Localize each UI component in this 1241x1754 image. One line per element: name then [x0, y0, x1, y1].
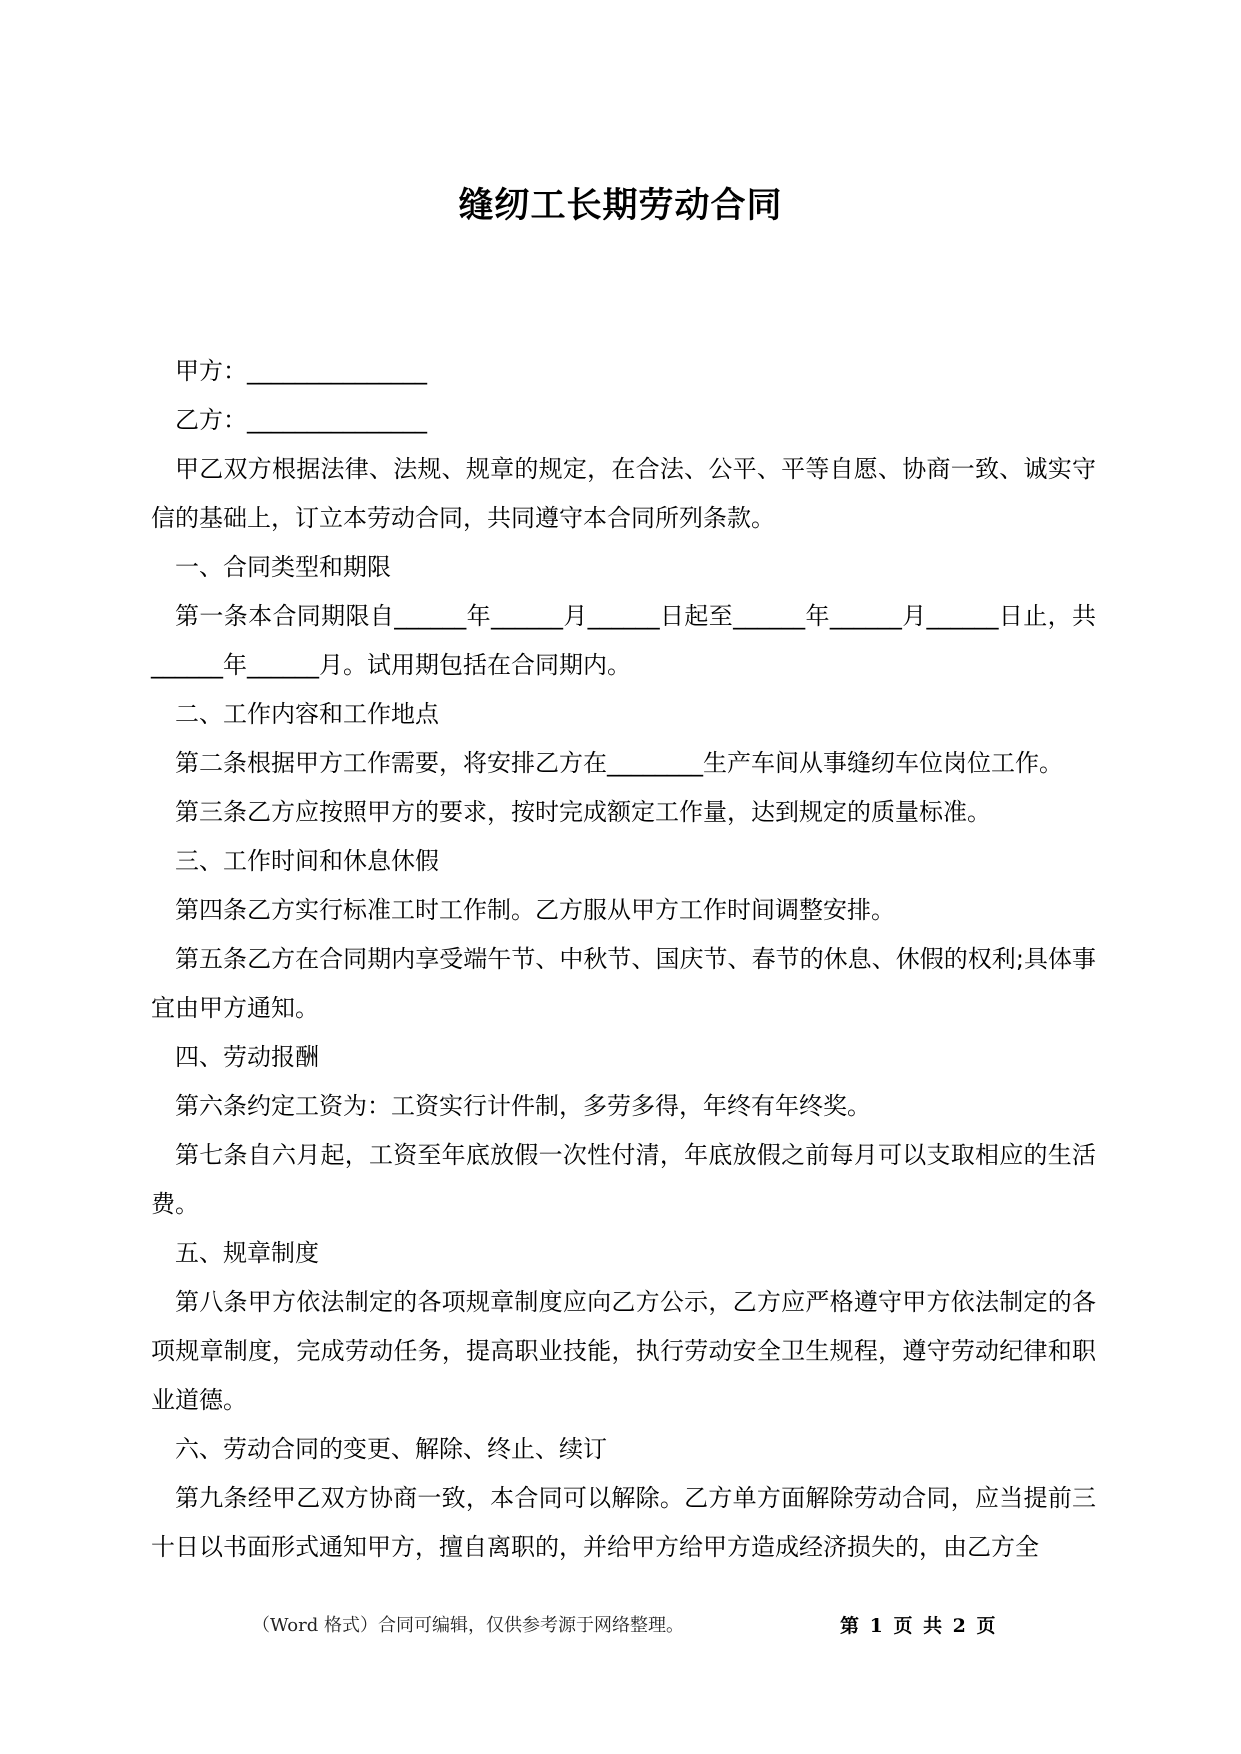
section-heading-2: 二、工作内容和工作地点	[175, 700, 439, 728]
article-7: 第七条自六月起，工资至年底放假一次性付清，年底放假之前每月可以支取相应的生活费。	[151, 1141, 1096, 1218]
party-a-line: 甲方：_______________	[175, 357, 427, 385]
party-b-line: 乙方：_______________	[175, 406, 427, 434]
section-heading-4: 四、劳动报酬	[175, 1043, 319, 1071]
article-1: 第一条本合同期限自______年______月______日起至______年______月______日止，共______年______月。试用期包括在合同期内。	[151, 602, 1096, 679]
article-4: 第四条乙方实行标准工时工作制。乙方服从甲方工作时间调整安排。	[175, 896, 895, 924]
section-heading-1: 一、合同类型和期限	[175, 553, 391, 581]
article-5: 第五条乙方在合同期内享受端午节、中秋节、国庆节、春节的休息、休假的权利;具体事宜由甲方通知。	[151, 945, 1096, 1022]
article-3: 第三条乙方应按照甲方的要求，按时完成额定工作量，达到规定的质量标准。	[175, 798, 991, 826]
article-9: 第九条经甲乙双方协商一致，本合同可以解除。乙方单方面解除劳动合同，应当提前三十日以书面形式通知甲方，擅自离职的，并给甲方给甲方造成经济损失的，由乙方全	[151, 1484, 1096, 1561]
section-heading-3: 三、工作时间和休息休假	[175, 847, 439, 875]
section-heading-5: 五、规章制度	[175, 1239, 319, 1267]
article-6: 第六条约定工资为：工资实行计件制，多劳多得，年终有年终奖。	[175, 1092, 871, 1120]
document-body	[151, 347, 1096, 1572]
article-2: 第二条根据甲方工作需要，将安排乙方在________生产车间从事缝纫车位岗位工作。	[175, 749, 1063, 777]
preamble-paragraph: 甲乙双方根据法律、法规、规章的规定，在合法、公平、平等自愿、协商一致、诚实守信的基础上，订立本劳动合同，共同遵守本合同所列条款。	[151, 455, 1096, 532]
page-number: 第 1 页 共 2 页	[840, 1615, 996, 1637]
section-heading-6: 六、劳动合同的变更、解除、终止、续订	[175, 1435, 607, 1463]
article-8: 第八条甲方依法制定的各项规章制度应向乙方公示，乙方应严格遵守甲方依法制定的各项规章制度，完成劳动任务，提高职业技能，执行劳动安全卫生规程，遵守劳动纪律和职业道德。	[151, 1288, 1096, 1414]
footer-note: （Word 格式）合同可编辑，仅供参考源于网络整理。	[252, 1615, 684, 1636]
page-footer	[0, 1611, 1241, 1641]
page-title: 缝纫工长期劳动合同	[458, 186, 783, 227]
